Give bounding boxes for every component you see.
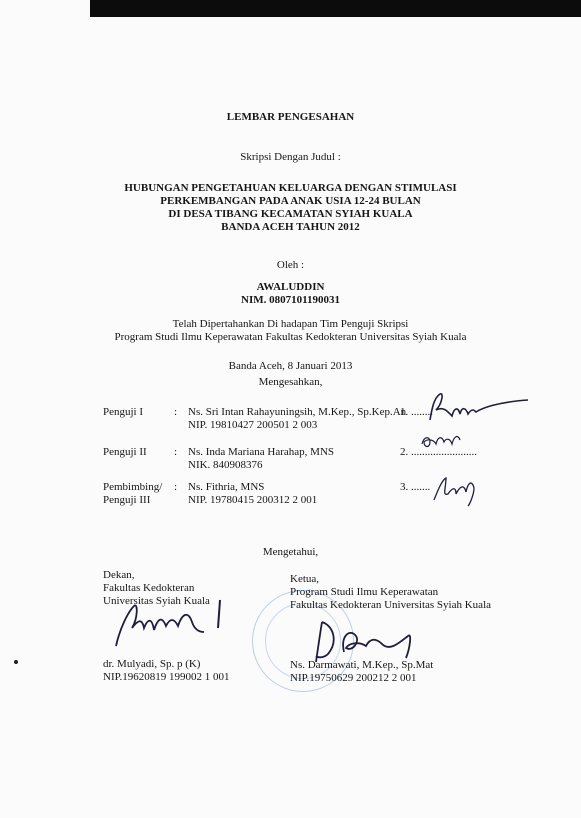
examiner-3-role-2: Penguji III (103, 494, 151, 506)
thesis-title-line-2: PERKEMBANGAN PADA ANAK USIA 12-24 BULAN (160, 195, 421, 207)
examiner-3-signature (430, 474, 480, 508)
acknowledged-label: Mengetahui, (262, 546, 319, 558)
head-title: Ketua, (290, 573, 320, 585)
defended-line-2: Program Studi Ilmu Keperawatan Fakultas Kedokteran Universitas Syiah Kuala (114, 331, 467, 343)
examiner-2-id: NIK. 840908376 (188, 459, 263, 471)
head-unit-2: Fakultas Kedokteran Universitas Syiah Kuala (290, 599, 492, 611)
examiner-1-name: Ns. Sri Intan Rahayuningsih, M.Kep., Sp.Kep.An (188, 406, 407, 418)
scan-speck (14, 660, 18, 664)
head-id: NIP.19750629 200212 2 001 (290, 672, 417, 684)
examiner-1-signature-line: 1. ........ (400, 406, 433, 418)
examiner-2-name: Ns. Inda Mariana Harahap, MNS (188, 446, 335, 458)
author-name: AWALUDDIN (256, 281, 325, 293)
dean-unit-2: Universitas Syiah Kuala (103, 595, 210, 607)
thesis-title-line-3: DI DESA TIBANG KECAMATAN SYIAH KUALA (168, 208, 413, 220)
examiner-1-id: NIP. 19810427 200501 2 003 (188, 419, 318, 431)
examiner-2-role: Penguji II (103, 446, 147, 458)
dean-title: Dekan, (103, 569, 135, 581)
scan-edge-bar (90, 0, 581, 17)
subtitle: Skripsi Dengan Judul : (240, 151, 341, 163)
by-label: Oleh : (276, 259, 305, 271)
ratified-label: Mengesahkan, (258, 376, 323, 388)
dean-id: NIP.19620819 199002 1 001 (103, 671, 230, 683)
examiner-2-signature-line: 2. ........................ (400, 446, 477, 458)
defended-line-1: Telah Dipertahankan Di hadapan Tim Penguji Skripsi (172, 318, 409, 330)
head-unit-1: Program Studi Ilmu Keperawatan (290, 586, 439, 598)
head-signature (300, 612, 430, 672)
examiner-3-colon: : (174, 481, 178, 493)
examiner-1-role: Penguji I (103, 406, 144, 418)
author-nim: NIM. 0807101190031 (241, 294, 340, 306)
examiner-3-name: Ns. Fithria, MNS (188, 481, 265, 493)
thesis-title-line-1: HUBUNGAN PENGETAHUAN KELUARGA DENGAN STIMULASI (124, 182, 457, 194)
examiner-3-id: NIP. 19780415 200312 2 001 (188, 494, 318, 506)
head-name: Ns. Darmawati, M.Kep., Sp.Mat (290, 659, 434, 671)
thesis-title-line-4: BANDA ACEH TAHUN 2012 (221, 221, 360, 233)
examiner-2-signature (418, 430, 468, 454)
examiner-3-signature-line: 3. ....... (400, 481, 431, 493)
examiner-2-colon: : (174, 446, 178, 458)
dean-unit-1: Fakultas Kedokteran (103, 582, 195, 594)
examiner-1-colon: : (174, 406, 178, 418)
examiner-3-role: Pembimbing/ (103, 481, 163, 493)
examiner-1-signature (418, 390, 538, 430)
dean-name: dr. Mulyadi, Sp. p (K) (103, 658, 201, 670)
page-title: LEMBAR PENGESAHAN (226, 111, 355, 123)
dean-signature (108, 588, 238, 658)
place-date: Banda Aceh, 8 Januari 2013 (228, 360, 353, 372)
